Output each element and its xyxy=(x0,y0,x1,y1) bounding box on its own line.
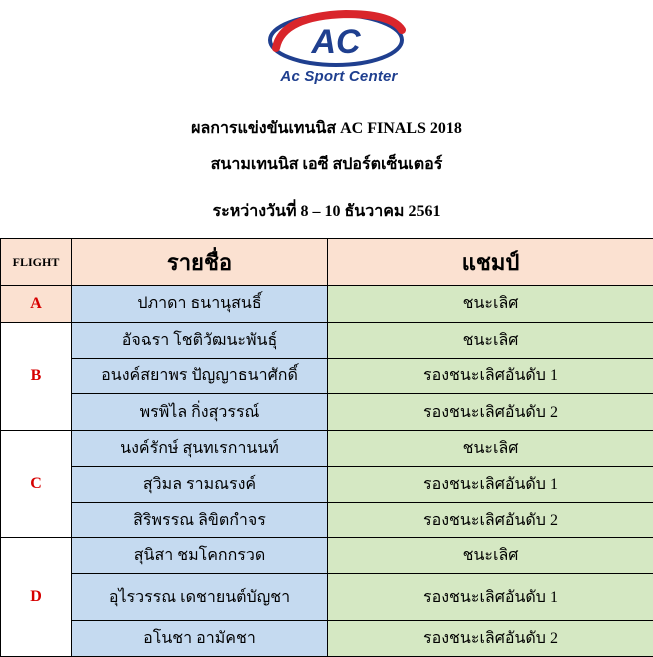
player-name-cell: พรพิไล กิ่งสุวรรณ์ xyxy=(72,394,328,431)
table-row xyxy=(1,431,653,467)
logo-mark-text: AC xyxy=(311,23,361,61)
player-name-cell: สุนิสา ชมโคกกรวด xyxy=(72,538,328,574)
champion-column-header: แชมป์ xyxy=(328,239,653,286)
player-name-cell: อนงค์สยาพร ปัญญาธนาศักดิ์ xyxy=(72,358,328,394)
flight-cell: D xyxy=(1,538,72,657)
logo-wordmark: Ac Sport Center xyxy=(280,68,398,85)
table-row xyxy=(1,466,653,502)
flight-column-header: FLIGHT xyxy=(1,239,72,286)
table-row xyxy=(1,502,653,538)
table-row xyxy=(1,286,653,323)
result-cell: ชนะเลิศ xyxy=(328,431,653,467)
result-cell: ชนะเลิศ xyxy=(328,286,653,323)
date-line: ระหว่างวันที่ 8 – 10 ธันวาคม 2561 xyxy=(212,203,441,220)
results-table xyxy=(0,238,653,657)
result-cell: ชนะเลิศ xyxy=(328,322,653,358)
table-row xyxy=(1,358,653,394)
table-row xyxy=(1,322,653,358)
table-row xyxy=(1,621,653,657)
result-cell: รองชนะเลิศอันดับ 2 xyxy=(328,502,653,538)
ac-sport-center-logo xyxy=(262,8,416,90)
player-name-cell: ปภาดา ธนานุสนธิ์ xyxy=(72,286,328,323)
logo-mark xyxy=(262,8,416,70)
player-name-cell: สุวิมล รามณรงค์ xyxy=(72,466,328,502)
player-name-cell: อัจฉรา โชติวัฒนะพันธุ์ xyxy=(72,322,328,358)
table-row xyxy=(1,394,653,431)
flight-cell: B xyxy=(1,322,72,430)
result-cell: รองชนะเลิศอันดับ 2 xyxy=(328,621,653,657)
table-row xyxy=(1,574,653,621)
result-cell: ชนะเลิศ xyxy=(328,538,653,574)
player-name-cell: สิริพรรณ ลิขิตกำจร xyxy=(72,502,328,538)
document-title: ผลการแข่งขันเทนนิส AC FINALS 2018 xyxy=(191,120,462,137)
player-name-cell: อุไรวรรณ เดชายนต์บัญชา xyxy=(72,574,328,621)
flight-cell: A xyxy=(1,286,72,323)
result-cell: รองชนะเลิศอันดับ 1 xyxy=(328,358,653,394)
venue-line: สนามเทนนิส เอซี สปอร์ตเซ็นเตอร์ xyxy=(210,156,443,173)
flight-cell: C xyxy=(1,431,72,538)
table-row xyxy=(1,538,653,574)
header-row xyxy=(1,239,653,286)
result-cell: รองชนะเลิศอันดับ 1 xyxy=(328,466,653,502)
player-name-cell: อโนชา อามัคชา xyxy=(72,621,328,657)
player-name-cell: นงค์รักษ์ สุนทเรกานนท์ xyxy=(72,431,328,467)
result-cell: รองชนะเลิศอันดับ 2 xyxy=(328,394,653,431)
result-cell: รองชนะเลิศอันดับ 1 xyxy=(328,574,653,621)
name-column-header: รายชื่อ xyxy=(72,239,328,286)
